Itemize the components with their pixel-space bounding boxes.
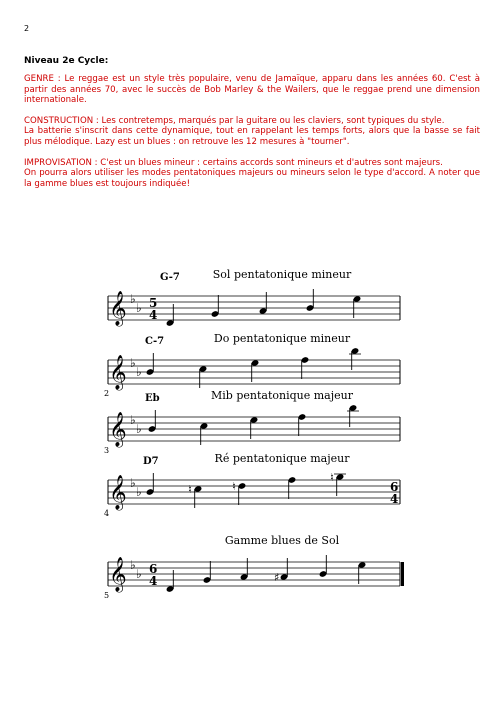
modes-paragraph: On pourra alors utiliser les modes pentatoniques majeurs ou mineurs selon le type d'accord. A noter que la gamme blues est toujours indiquée! <box>24 168 480 189</box>
note <box>334 473 346 496</box>
system-number: 2 <box>104 389 110 398</box>
staff-system-1 <box>108 268 400 327</box>
scale-title-5: Gamme blues de Sol <box>224 534 340 547</box>
staff-system-4 <box>104 452 400 518</box>
genre-paragraph: GENRE : Le reggae est un style très populaire, venu de Jamaïque, apparu dans les années 60. C'est à partir des années 70, avec le succès de Bob Marley & the Wailers, que le reggae prend une dimension internationale. <box>24 74 480 106</box>
music-score <box>0 262 504 622</box>
rhythm-paragraph: La batterie s'inscrit dans cette dynamique, tout en rappelant les temps forts, alors que la basse se fait plus mélodique. Lazy est un blues : on retrouve les 12 mesures à "tourner". <box>24 126 480 147</box>
flat-icon: ♭ <box>130 476 136 490</box>
scale-title-1: Sol pentatonique mineur <box>212 268 352 281</box>
flat-icon: ♭ <box>136 567 142 581</box>
note <box>166 304 175 327</box>
note <box>146 353 155 376</box>
note <box>347 404 359 427</box>
intro-text <box>24 74 480 199</box>
note <box>148 410 157 433</box>
note <box>358 561 367 584</box>
note <box>211 295 220 318</box>
final-barline <box>401 562 404 586</box>
flat-icon: ♭ <box>130 292 136 306</box>
flat-icon: ♭ <box>130 413 136 427</box>
staff-system-5 <box>104 534 404 600</box>
note <box>301 356 310 379</box>
flat-icon: ♭ <box>136 365 142 379</box>
note <box>166 570 175 593</box>
note <box>298 413 307 436</box>
flat-icon: ♭ <box>136 422 142 436</box>
system-number: 5 <box>104 591 110 600</box>
time-signature-top: 5 <box>149 296 158 310</box>
flat-icon: ♭ <box>130 558 136 572</box>
treble-clef-icon: 𝄞 <box>109 355 127 390</box>
chord-symbol-3: Eb <box>145 393 160 404</box>
time-signature-top: 6 <box>390 480 399 494</box>
flat-icon: ♭ <box>130 356 136 370</box>
scale-title-4: Ré pentatonique majeur <box>214 452 350 465</box>
flat-icon: ♭ <box>136 485 142 499</box>
note <box>251 359 260 382</box>
natural-icon: ♮ <box>232 480 236 493</box>
note <box>250 416 259 439</box>
time-signature-bottom: 4 <box>390 492 399 506</box>
chord-symbol-4: D7 <box>143 456 159 467</box>
treble-clef-icon: 𝄞 <box>109 291 127 326</box>
note <box>259 292 268 315</box>
note <box>238 482 247 505</box>
time-signature-top: 6 <box>149 562 158 576</box>
treble-clef-icon: 𝄞 <box>109 412 127 447</box>
page-number: 2 <box>24 24 30 33</box>
note <box>199 365 208 388</box>
time-signature-bottom: 4 <box>149 574 158 588</box>
staff-system-3 <box>104 389 400 455</box>
note <box>203 561 212 584</box>
treble-clef-icon: 𝄞 <box>109 557 127 592</box>
note <box>194 485 203 508</box>
flat-icon: ♭ <box>136 301 142 315</box>
level-heading: Niveau 2e Cycle: <box>24 56 109 66</box>
system-number: 4 <box>104 509 110 518</box>
note <box>349 347 361 370</box>
note <box>280 558 289 581</box>
sharp-icon: ♯ <box>274 571 280 584</box>
natural-icon: ♮ <box>330 471 334 484</box>
natural-icon: ♮ <box>188 483 192 496</box>
time-signature-bottom: 4 <box>149 308 158 322</box>
system-number: 3 <box>104 446 110 455</box>
treble-clef-icon: 𝄞 <box>109 475 127 510</box>
scale-title-3: Mib pentatonique majeur <box>211 389 353 402</box>
note <box>240 558 249 581</box>
construction-paragraph: CONSTRUCTION : Les contretemps, marqués par la guitare ou les claviers, sont typiques du style. <box>24 115 445 126</box>
note <box>146 473 155 496</box>
note <box>288 476 297 499</box>
chord-symbol-2: C-7 <box>145 336 165 347</box>
note <box>353 295 362 318</box>
note <box>306 289 315 312</box>
chord-symbol-1: G-7 <box>160 272 180 283</box>
note <box>200 422 209 445</box>
note <box>319 555 328 578</box>
scale-title-2: Do pentatonique mineur <box>213 332 351 345</box>
improvisation-paragraph: IMPROVISATION : C'est un blues mineur : certains accords sont mineurs et d'autres sont majeurs. <box>24 157 443 168</box>
